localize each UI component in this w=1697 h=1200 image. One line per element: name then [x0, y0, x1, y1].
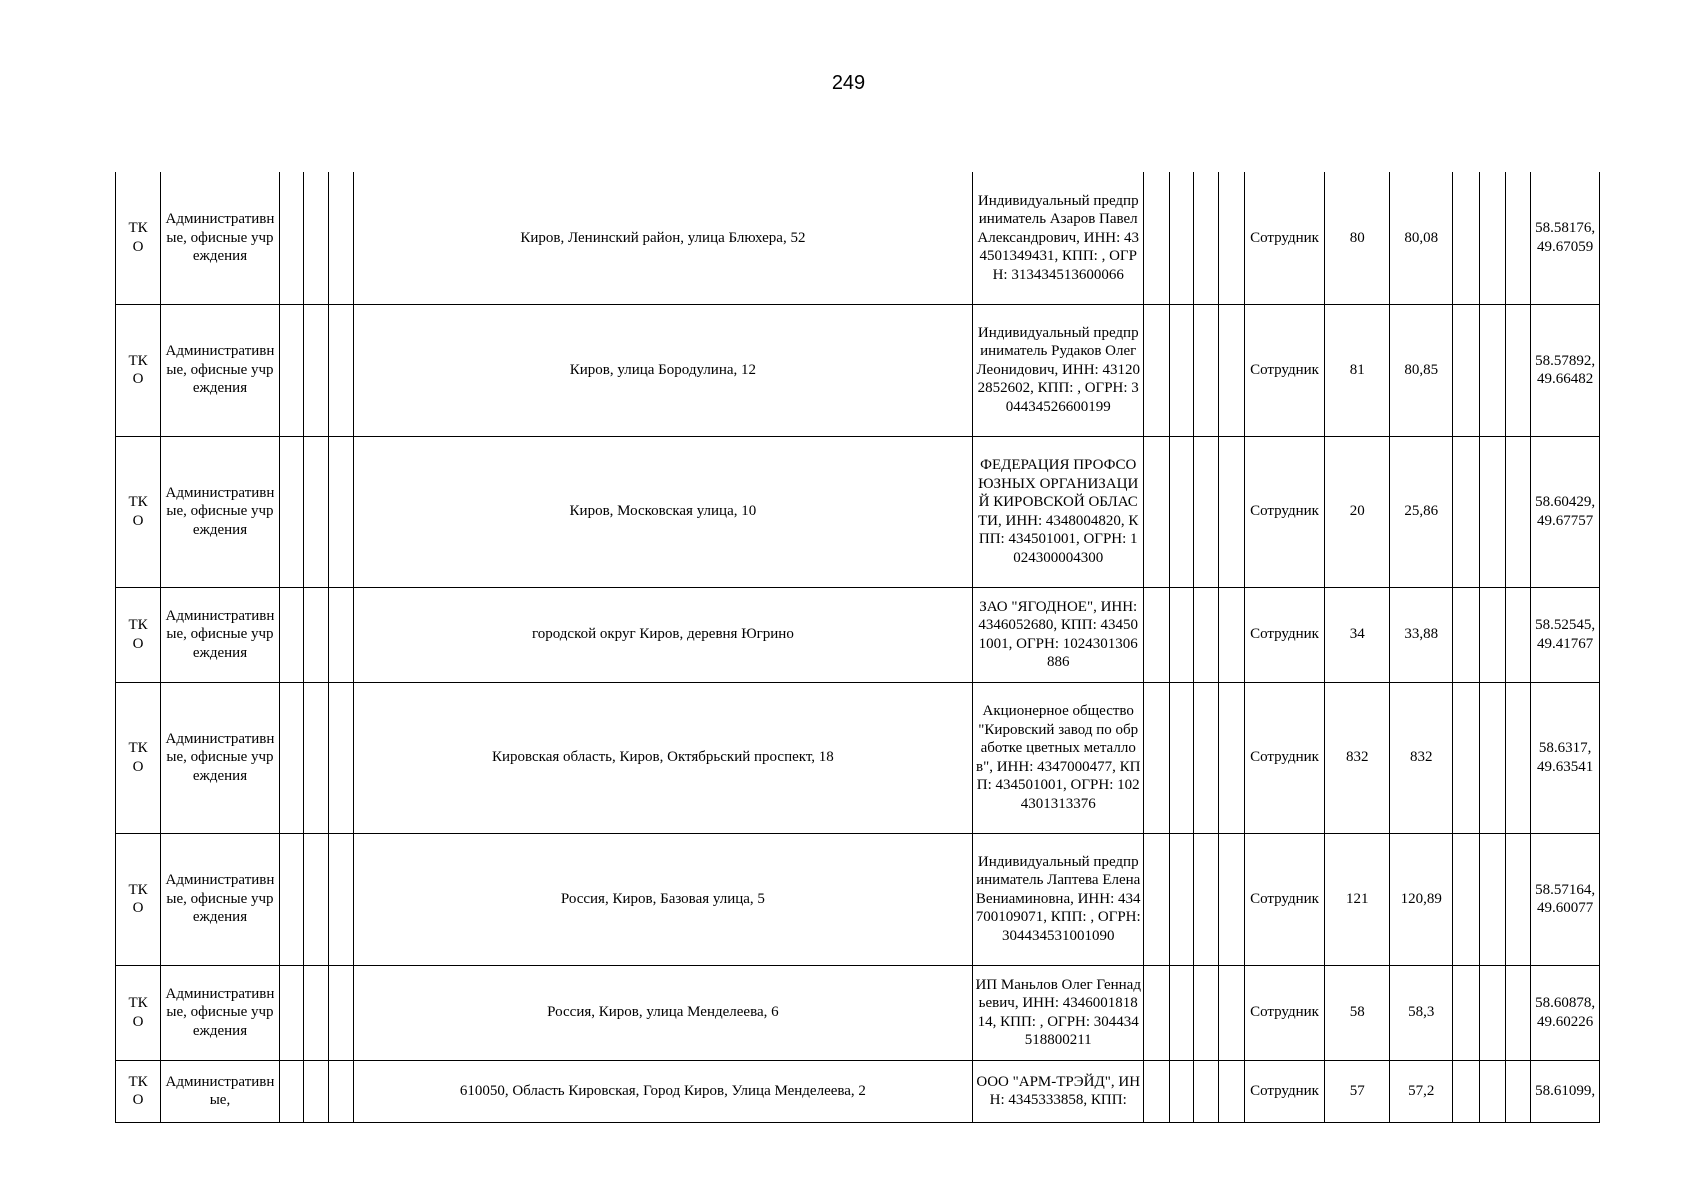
empty-cell: [1194, 833, 1219, 965]
empty-cell: [329, 587, 354, 682]
table-row: [116, 833, 1600, 965]
empty-cell: [1453, 172, 1480, 304]
empty-cell: [1169, 587, 1194, 682]
table-row: [116, 587, 1600, 682]
empty-cell: [1480, 833, 1506, 965]
empty-cell: [1144, 304, 1170, 436]
empty-cell: [1453, 833, 1480, 965]
empty-cell: [1218, 436, 1244, 587]
address-cell: Киров, улица Бородулина, 12: [353, 304, 973, 436]
empty-cell: [329, 833, 354, 965]
empty-cell: [304, 172, 329, 304]
empty-cell: [1453, 1060, 1480, 1122]
quantity-cell: 57: [1325, 1060, 1390, 1122]
address-cell: Кировская область, Киров, Октябрьский проспект, 18: [353, 682, 973, 833]
empty-cell: [304, 587, 329, 682]
empty-cell: [1218, 833, 1244, 965]
value-cell: 57,2: [1390, 1060, 1453, 1122]
address-cell: Киров, Ленинский район, улица Блюхера, 52: [353, 172, 973, 304]
unit-cell: Сотрудник: [1244, 436, 1325, 587]
empty-cell: [1169, 304, 1194, 436]
empty-cell: [1144, 833, 1170, 965]
table-row: [116, 1060, 1600, 1122]
waste-type-cell: ТК О: [116, 965, 161, 1060]
quantity-cell: 81: [1325, 304, 1390, 436]
coordinates-cell: 58.61099,: [1531, 1060, 1600, 1122]
empty-cell: [1505, 172, 1531, 304]
category-cell: Административные, офисные учреждения: [161, 172, 280, 304]
empty-cell: [1218, 172, 1244, 304]
empty-cell: [1218, 965, 1244, 1060]
owner-cell: ЗАО "ЯГОДНОЕ", ИНН: 4346052680, КПП: 434501001, ОГРН: 1024301306886: [973, 587, 1144, 682]
address-cell: Россия, Киров, улица Менделеева, 6: [353, 965, 973, 1060]
empty-cell: [1480, 304, 1506, 436]
empty-cell: [1453, 304, 1480, 436]
empty-cell: [304, 1060, 329, 1122]
coordinates-cell: 58.60878, 49.60226: [1531, 965, 1600, 1060]
empty-cell: [329, 436, 354, 587]
address-cell: Киров, Московская улица, 10: [353, 436, 973, 587]
empty-cell: [329, 965, 354, 1060]
unit-cell: Сотрудник: [1244, 965, 1325, 1060]
address-cell: Россия, Киров, Базовая улица, 5: [353, 833, 973, 965]
value-cell: 80,08: [1390, 172, 1453, 304]
waste-type-cell: ТК О: [116, 587, 161, 682]
empty-cell: [329, 304, 354, 436]
owner-cell: Индивидуальный предприниматель Лаптева Елена Вениаминовна, ИНН: 434700109071, КПП: , ОГРН: 304434531001090: [973, 833, 1144, 965]
waste-sources-table: [115, 172, 1600, 1123]
value-cell: 80,85: [1390, 304, 1453, 436]
empty-cell: [1505, 965, 1531, 1060]
unit-cell: Сотрудник: [1244, 587, 1325, 682]
table-row: [116, 682, 1600, 833]
quantity-cell: 832: [1325, 682, 1390, 833]
coordinates-cell: 58.58176, 49.67059: [1531, 172, 1600, 304]
empty-cell: [1218, 587, 1244, 682]
empty-cell: [304, 304, 329, 436]
quantity-cell: 20: [1325, 436, 1390, 587]
unit-cell: Сотрудник: [1244, 172, 1325, 304]
empty-cell: [1453, 965, 1480, 1060]
quantity-cell: 80: [1325, 172, 1390, 304]
table-row: [116, 304, 1600, 436]
empty-cell: [1194, 304, 1219, 436]
owner-cell: ИП Маньлов Олег Геннадьевич, ИНН: 434600181814, КПП: , ОГРН: 304434518800211: [973, 965, 1144, 1060]
empty-cell: [1169, 682, 1194, 833]
quantity-cell: 58: [1325, 965, 1390, 1060]
unit-cell: Сотрудник: [1244, 1060, 1325, 1122]
empty-cell: [279, 965, 304, 1060]
empty-cell: [1480, 1060, 1506, 1122]
unit-cell: Сотрудник: [1244, 833, 1325, 965]
empty-cell: [1169, 436, 1194, 587]
address-cell: 610050, Область Кировская, Город Киров, Улица Менделеева, 2: [353, 1060, 973, 1122]
empty-cell: [1194, 1060, 1219, 1122]
waste-type-cell: ТК О: [116, 436, 161, 587]
empty-cell: [1169, 965, 1194, 1060]
empty-cell: [1144, 436, 1170, 587]
table-body: [116, 172, 1600, 1122]
value-cell: 33,88: [1390, 587, 1453, 682]
waste-type-cell: ТК О: [116, 172, 161, 304]
empty-cell: [1505, 1060, 1531, 1122]
empty-cell: [1505, 587, 1531, 682]
waste-type-cell: ТК О: [116, 304, 161, 436]
quantity-cell: 121: [1325, 833, 1390, 965]
waste-type-cell: ТК О: [116, 1060, 161, 1122]
empty-cell: [1144, 965, 1170, 1060]
empty-cell: [329, 682, 354, 833]
empty-cell: [1144, 172, 1170, 304]
empty-cell: [279, 436, 304, 587]
empty-cell: [329, 1060, 354, 1122]
empty-cell: [1169, 833, 1194, 965]
unit-cell: Сотрудник: [1244, 304, 1325, 436]
category-cell: Административные, офисные учреждения: [161, 965, 280, 1060]
empty-cell: [1194, 172, 1219, 304]
coordinates-cell: 58.52545, 49.41767: [1531, 587, 1600, 682]
page-number: 249: [831, 72, 866, 94]
waste-type-cell: ТК О: [116, 833, 161, 965]
empty-cell: [304, 965, 329, 1060]
table-row: [116, 965, 1600, 1060]
empty-cell: [1505, 304, 1531, 436]
empty-cell: [304, 833, 329, 965]
empty-cell: [1144, 1060, 1170, 1122]
empty-cell: [1453, 436, 1480, 587]
empty-cell: [329, 172, 354, 304]
owner-cell: Индивидуальный предприниматель Рудаков Олег Леонидович, ИНН: 431202852602, КПП: , ОГРН: 304434526600199: [973, 304, 1144, 436]
empty-cell: [279, 587, 304, 682]
empty-cell: [1453, 682, 1480, 833]
empty-cell: [1144, 587, 1170, 682]
coordinates-cell: 58.57164, 49.60077: [1531, 833, 1600, 965]
empty-cell: [1505, 682, 1531, 833]
empty-cell: [279, 172, 304, 304]
category-cell: Административные, офисные учреждения: [161, 682, 280, 833]
address-cell: городской округ Киров, деревня Югрино: [353, 587, 973, 682]
empty-cell: [1218, 1060, 1244, 1122]
value-cell: 25,86: [1390, 436, 1453, 587]
empty-cell: [1194, 682, 1219, 833]
empty-cell: [279, 1060, 304, 1122]
category-cell: Административные, офисные учреждения: [161, 587, 280, 682]
empty-cell: [1453, 587, 1480, 682]
category-cell: Административные, офисные учреждения: [161, 833, 280, 965]
waste-type-cell: ТК О: [116, 682, 161, 833]
empty-cell: [1218, 682, 1244, 833]
value-cell: 58,3: [1390, 965, 1453, 1060]
empty-cell: [1480, 587, 1506, 682]
empty-cell: [1218, 304, 1244, 436]
coordinates-cell: 58.57892, 49.66482: [1531, 304, 1600, 436]
empty-cell: [304, 436, 329, 587]
empty-cell: [1480, 965, 1506, 1060]
value-cell: 120,89: [1390, 833, 1453, 965]
category-cell: Административные,: [161, 1060, 280, 1122]
empty-cell: [1144, 682, 1170, 833]
empty-cell: [1194, 965, 1219, 1060]
owner-cell: Акционерное общество "Кировский завод по обработке цветных металлов", ИНН: 4347000477, КПП: 434501001, ОГРН: 1024301313376: [973, 682, 1144, 833]
empty-cell: [1505, 436, 1531, 587]
table-row: [116, 436, 1600, 587]
empty-cell: [1480, 436, 1506, 587]
owner-cell: ООО "АРМ-ТРЭЙД", ИНН: 4345333858, КПП:: [973, 1060, 1144, 1122]
empty-cell: [1194, 436, 1219, 587]
empty-cell: [279, 833, 304, 965]
category-cell: Административные, офисные учреждения: [161, 304, 280, 436]
empty-cell: [1505, 833, 1531, 965]
empty-cell: [1194, 587, 1219, 682]
table-row: [116, 172, 1600, 304]
empty-cell: [1169, 172, 1194, 304]
coordinates-cell: 58.60429, 49.67757: [1531, 436, 1600, 587]
empty-cell: [1480, 682, 1506, 833]
unit-cell: Сотрудник: [1244, 682, 1325, 833]
category-cell: Административные, офисные учреждения: [161, 436, 280, 587]
owner-cell: Индивидуальный предприниматель Азаров Павел Александрович, ИНН: 434501349431, КПП: , ОГРН: 313434513600066: [973, 172, 1144, 304]
value-cell: 832: [1390, 682, 1453, 833]
quantity-cell: 34: [1325, 587, 1390, 682]
empty-cell: [1169, 1060, 1194, 1122]
empty-cell: [279, 304, 304, 436]
empty-cell: [304, 682, 329, 833]
owner-cell: ФЕДЕРАЦИЯ ПРОФСОЮЗНЫХ ОРГАНИЗАЦИЙ КИРОВСКОЙ ОБЛАСТИ, ИНН: 4348004820, КПП: 434501001, ОГРН: 1024300004300: [973, 436, 1144, 587]
empty-cell: [279, 682, 304, 833]
coordinates-cell: 58.6317, 49.63541: [1531, 682, 1600, 833]
empty-cell: [1480, 172, 1506, 304]
